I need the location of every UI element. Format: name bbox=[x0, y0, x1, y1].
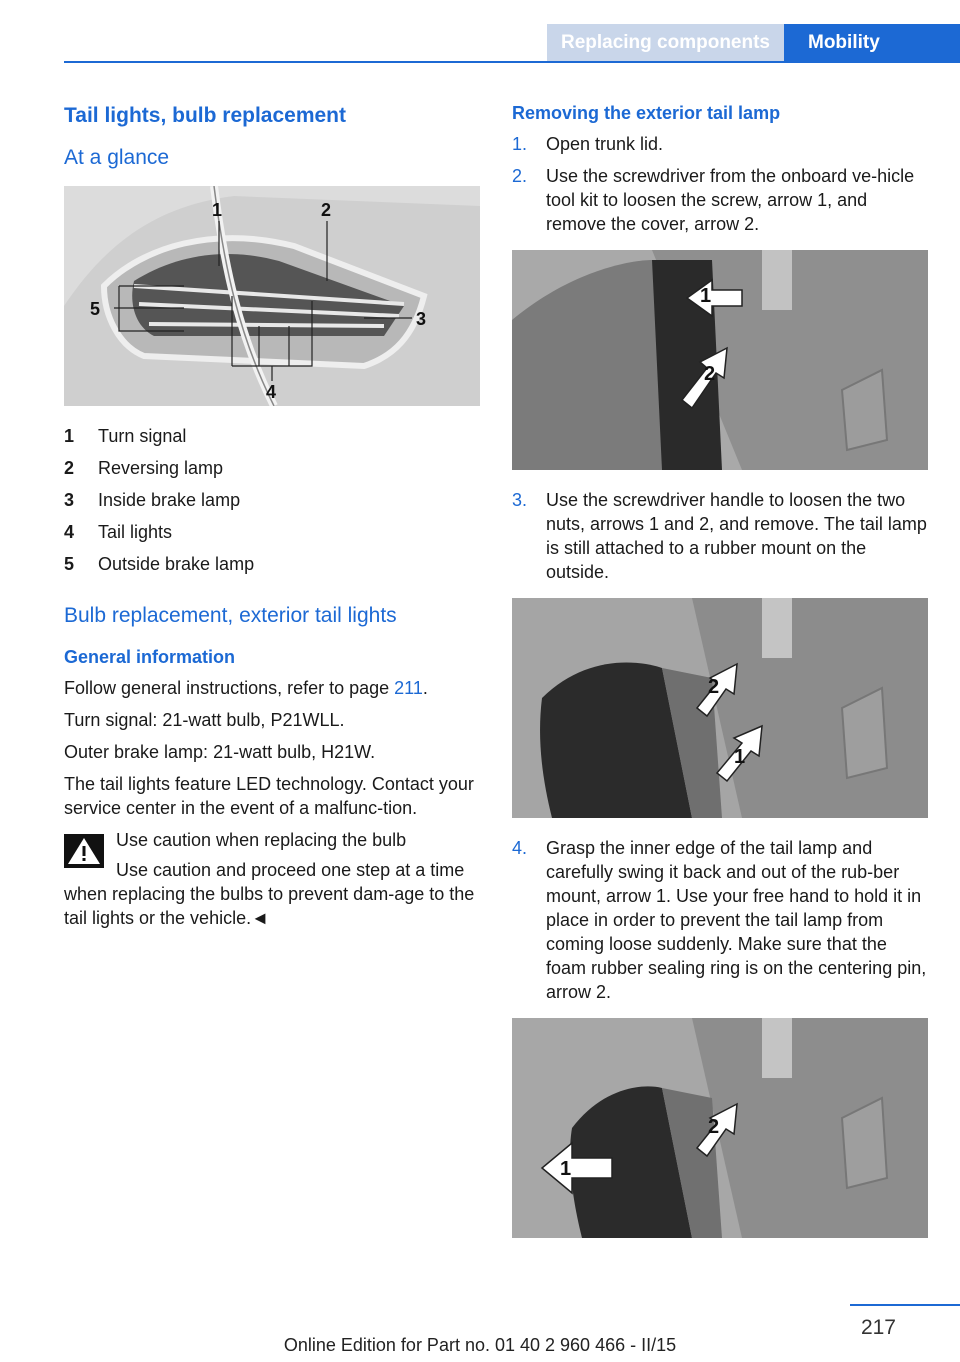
caution-box bbox=[64, 828, 480, 930]
steps-list-3 bbox=[512, 836, 928, 1004]
legend-number: 1 bbox=[64, 426, 75, 446]
steps-list-2 bbox=[512, 488, 928, 584]
legend-label: Turn signal bbox=[98, 426, 187, 446]
step-number: 3. bbox=[512, 490, 528, 510]
header-tabs bbox=[547, 24, 960, 62]
arrow-label-2: 2 bbox=[708, 676, 720, 698]
step-number: 4. bbox=[512, 838, 528, 858]
right-column bbox=[512, 100, 928, 1256]
legend-label: Inside brake lamp bbox=[98, 490, 241, 510]
arrow-label-2: 2 bbox=[704, 363, 716, 385]
step-item bbox=[512, 164, 928, 236]
step-number: 1. bbox=[512, 134, 528, 154]
callout-3: 3 bbox=[416, 309, 427, 329]
header-section-tab[interactable]: Replacing components bbox=[547, 24, 784, 62]
legend-label: Tail lights bbox=[98, 522, 173, 542]
led-technology-text: The tail lights feature LED technology. Contact your service center in the event of a malfunc-tion. bbox=[64, 774, 474, 818]
legend-number: 2 bbox=[64, 458, 75, 478]
page-title: Tail lights, bulb replacement bbox=[64, 104, 346, 127]
turn-signal-bulb-text: Turn signal: 21-watt bulb, P21WLL. bbox=[64, 710, 345, 730]
callout-4: 4 bbox=[266, 382, 277, 402]
step4-image bbox=[512, 1018, 928, 1238]
legend-item bbox=[64, 424, 480, 448]
page-reference-link[interactable]: 211 bbox=[394, 678, 423, 698]
at-a-glance-heading: At a glance bbox=[64, 146, 170, 169]
caution-body: Use caution and proceed one step at a time when replacing the bulbs to prevent dam-age to the tail lights or the vehicle.◄ bbox=[64, 860, 475, 928]
step-number: 2. bbox=[512, 166, 528, 186]
callout-5: 5 bbox=[90, 299, 101, 319]
caution-title: Use caution when replacing the bulb bbox=[116, 830, 407, 850]
legend-number: 5 bbox=[64, 554, 75, 574]
arrow-label-1: 1 bbox=[560, 1158, 572, 1180]
header-rule bbox=[64, 61, 960, 63]
removing-tail-lamp-heading: Removing the exterior tail lamp bbox=[512, 103, 781, 123]
step2-image bbox=[512, 250, 928, 470]
general-instructions-end: . bbox=[422, 678, 428, 698]
step-text: Grasp the inner edge of the tail lamp and carefully swing it back and out of the rub-ber mount, arrow 1. Use your free hand to hold it in place in order to prevent the tail lamp from coming loose suddenly. Make sure that the foam rubber sealing ring is on the centering pin, arrow 2. bbox=[546, 838, 927, 1002]
legend-label: Outside brake lamp bbox=[98, 554, 255, 574]
step-text: Use the screwdriver from the onboard ve-hicle tool kit to loosen the screw, arrow 1, and remove the cover, arrow 2. bbox=[546, 166, 915, 234]
outer-brake-bulb-text: Outer brake lamp: 21-watt bulb, H21W. bbox=[64, 742, 376, 762]
tail-light-overview-image bbox=[64, 186, 480, 406]
legend-label: Reversing lamp bbox=[98, 458, 224, 478]
step3-image bbox=[512, 598, 928, 818]
legend-list bbox=[64, 424, 480, 576]
legend-item bbox=[64, 488, 480, 512]
legend-number: 4 bbox=[64, 522, 75, 542]
arrow-label-1: 1 bbox=[700, 285, 712, 307]
steps-list bbox=[512, 132, 928, 236]
step-text: Use the screwdriver handle to loosen the two nuts, arrows 1 and 2, and remove. The tail lamp is still attached to a rubber mount on the outside. bbox=[546, 490, 927, 582]
footer-rule bbox=[850, 1304, 960, 1306]
general-info-heading: General information bbox=[64, 647, 236, 667]
callout-2: 2 bbox=[321, 200, 332, 220]
page-number: 217 bbox=[860, 1316, 896, 1339]
legend-item bbox=[64, 520, 480, 544]
section-heading: Bulb replacement, exterior tail lights bbox=[64, 604, 397, 627]
legend-number: 3 bbox=[64, 490, 75, 510]
callout-1: 1 bbox=[212, 200, 223, 220]
step-item bbox=[512, 132, 928, 156]
arrow-label-2: 2 bbox=[708, 1116, 720, 1138]
general-instructions-text: Follow general instructions, refer to page bbox=[64, 678, 395, 698]
header-chapter-tab[interactable]: Mobility bbox=[784, 24, 960, 62]
legend-item bbox=[64, 456, 480, 480]
warning-triangle-icon bbox=[64, 834, 104, 868]
edition-footer: Online Edition for Part no. 01 40 2 960 466 - II/15 bbox=[283, 1335, 677, 1355]
legend-item bbox=[64, 552, 480, 576]
left-column bbox=[64, 100, 480, 930]
step-item bbox=[512, 836, 928, 1004]
general-instructions-paragraph bbox=[64, 676, 480, 700]
arrow-label-1: 1 bbox=[734, 746, 746, 768]
step-item bbox=[512, 488, 928, 584]
step-text: Open trunk lid. bbox=[546, 134, 664, 154]
